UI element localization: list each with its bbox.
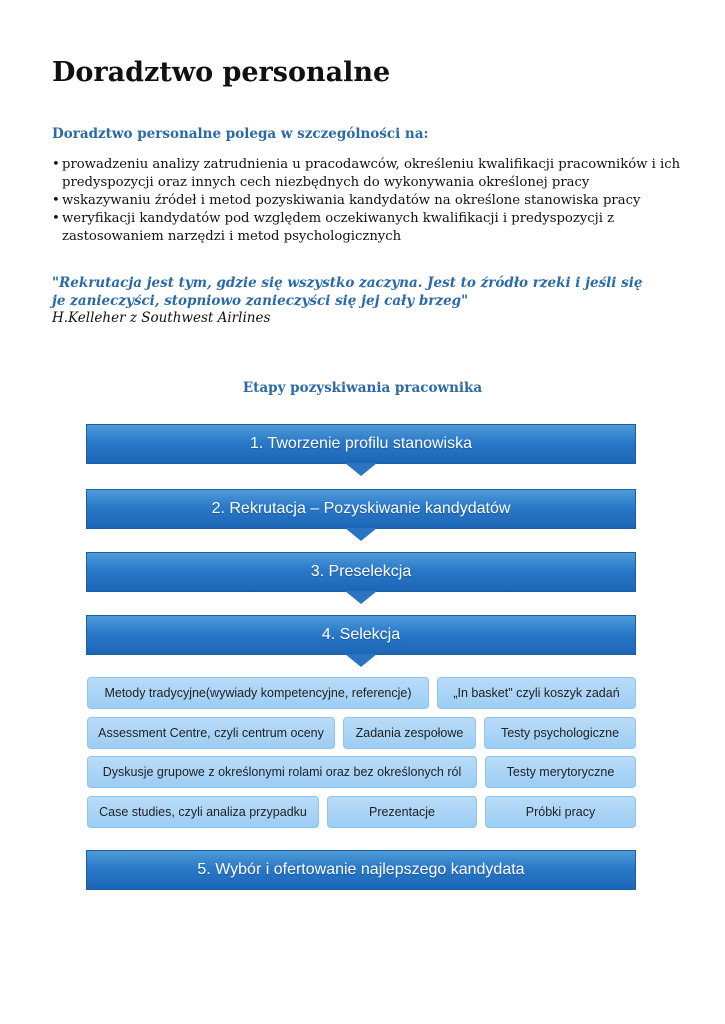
- down-arrow-icon: [345, 528, 377, 541]
- list-item: • weryfikacji kandydatów pod względem oczekiwanych kwalifikacji i predyspozycji z zastosowaniem narzędzi i metod psychologicznych: [52, 210, 682, 246]
- diagram-title: Etapy pozyskiwania pracownika: [242, 380, 483, 396]
- bullet-list: [52, 156, 682, 246]
- stage-2-box: [86, 489, 636, 529]
- stage-3-box: [86, 552, 636, 592]
- stage-4-box: [86, 615, 636, 655]
- method-box: Metody tradycyjne(wywiady kompetencyjne, referencje): [87, 677, 429, 709]
- intro-heading: Doradztwo personalne polega w szczególności na:: [52, 126, 429, 142]
- down-arrow-icon: [345, 591, 377, 604]
- list-item: • prowadzeniu analizy zatrudnienia u pracodawców, określeniu kwalifikacji pracowników i ich predyspozycji oraz innych cech niezbędnych do wykonywania określonej pracy: [52, 156, 682, 192]
- method-box: Dyskusje grupowe z określonymi rolami oraz bez określonych ról: [87, 756, 477, 788]
- method-box: Assessment Centre, czyli centrum oceny: [87, 717, 335, 749]
- page-title: Doradztwo personalne: [52, 57, 391, 88]
- method-box: Case studies, czyli analiza przypadku: [87, 796, 319, 828]
- quote-author: H.Kelleher z Southwest Airlines: [52, 310, 271, 326]
- down-arrow-icon: [345, 463, 377, 476]
- stage-label: 3. Preselekcja: [310, 563, 412, 580]
- method-box: Zadania zespołowe: [343, 717, 476, 749]
- down-arrow-icon: [345, 654, 377, 667]
- method-box: Prezentacje: [327, 796, 477, 828]
- stage-1-box: [86, 424, 636, 464]
- method-box: Testy merytoryczne: [485, 756, 636, 788]
- stage-label: 4. Selekcja: [321, 626, 401, 643]
- list-item: • wskazywaniu źródeł i metod pozyskiwania kandydatów na określone stanowiska pracy: [52, 192, 682, 210]
- quote: "Rekrutacja jest tym, gdzie się wszystko zaczyna. Jest to źródło rzeki i jeśli się je zanieczyści, stopniowo zanieczyści się jej cały brzeg": [52, 275, 643, 309]
- stage-5-box: [86, 850, 636, 890]
- method-box: Próbki pracy: [485, 796, 636, 828]
- method-box: „In basket" czyli koszyk zadań: [437, 677, 636, 709]
- stage-label: 2. Rekrutacja – Pozyskiwanie kandydatów: [211, 500, 511, 517]
- stage-label: 5. Wybór i ofertowanie najlepszego kandydata: [197, 861, 525, 878]
- stage-label: 1. Tworzenie profilu stanowiska: [249, 435, 473, 452]
- method-box: Testy psychologiczne: [484, 717, 636, 749]
